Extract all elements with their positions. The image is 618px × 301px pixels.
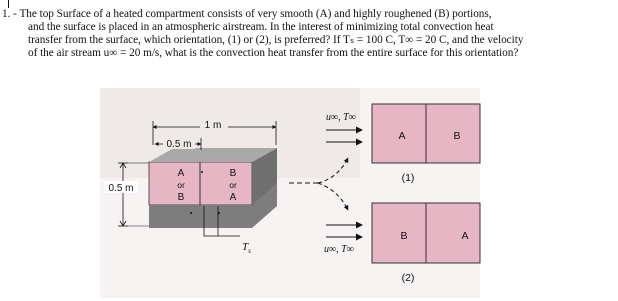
dim-width-label: 1 m [204,120,222,131]
panel-right-mid-label: or [229,180,237,190]
problem-line-4: of the air stream u∞ = 20 m/s, what is the convection heat transfer from the entire surface for this orientation? [28,47,519,59]
orientation-1-left: A [398,130,406,142]
orientation-1-label: (1) [401,172,415,184]
panel-left-top-label: A [177,168,185,179]
dim-half-label: 0.5 m [166,139,192,150]
panel-left-mid-label: or [177,180,185,190]
orientation-1-right: B [453,130,461,142]
surface-temp-label: $T_s$ [242,241,251,255]
problem-number: 1. - [2,8,17,20]
orientation-2-right: A [461,230,469,242]
orientation-2-left: B [400,230,408,242]
panel-right-bottom-label: A [229,192,237,203]
orientation-2-label: (2) [401,272,415,284]
panel-right-top-label: B [229,168,237,179]
flow-top-label: u∞, T∞ [326,112,356,123]
problem-text-1: The top Surface of a heated compartment consists of very smooth (A) and highly roughened (B) portions, [19,8,492,20]
problem-line-3: transfer from the surface, which orientation, (1) or (2), is preferred? If Tₛ = 100 C, T∞ = 20 C, and the velocity [28,34,524,46]
flow-bottom-label: u∞, T∞ [324,244,354,255]
panel-left-bottom-label: B [177,192,185,203]
problem-line-2: and the surface is placed in an atmospheric airstream. In the interest of minimizing total convection heat [28,21,494,33]
dim-height-label: 0.5 m [108,183,134,194]
